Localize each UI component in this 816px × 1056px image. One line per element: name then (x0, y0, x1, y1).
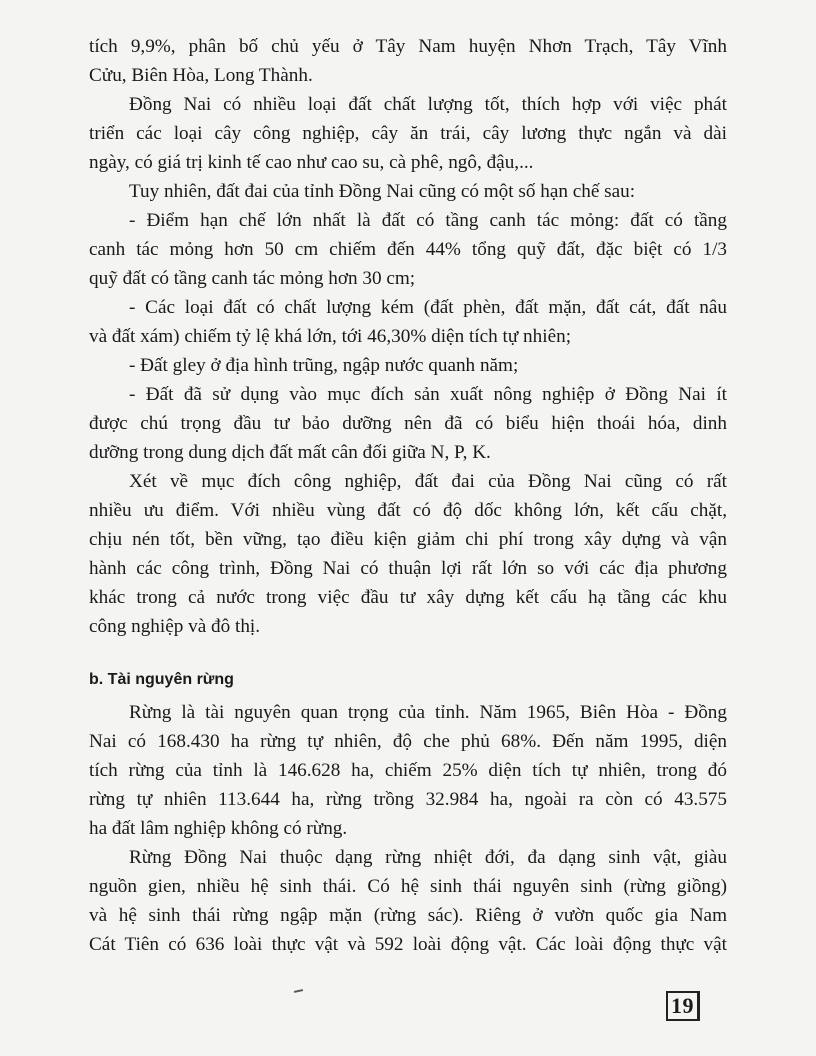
text-line: Nai có 168.430 ha rừng tự nhiên, độ che phủ 68%. Đến năm 1995, diện (89, 731, 727, 752)
text-line: quỹ đất có tầng canh tác mỏng hơn 30 cm; (89, 268, 416, 289)
text-line: và đất xám) chiếm tỷ lệ khá lớn, tới 46,30% diện tích tự nhiên; (89, 326, 572, 347)
text-line: canh tác mỏng hơn 50 cm chiếm đến 44% tổng quỹ đất, đặc biệt có 1/3 (89, 239, 727, 260)
text-line: rừng tự nhiên 113.644 ha, rừng trồng 32.984 ha, ngoài ra còn có 43.575 (89, 789, 727, 810)
text-line: hành các công trình, Đồng Nai có thuận lợi rất lớn so với các địa phương (89, 558, 727, 579)
section-heading: b. Tài nguyên rừng (89, 671, 234, 688)
text-line: Xét về mục đích công nghiệp, đất đai của Đồng Nai cũng có rất (129, 471, 727, 492)
text-line: - Các loại đất có chất lượng kém (đất phèn, đất mặn, đất cát, đất nâu (129, 297, 727, 318)
text-line: - Đất đã sử dụng vào mục đích sản xuất nông nghiệp ở Đồng Nai ít (129, 384, 727, 405)
text-line: tích 9,9%, phân bố chủ yếu ở Tây Nam huyện Nhơn Trạch, Tây Vĩnh (89, 36, 727, 57)
paragraph-gap (89, 641, 727, 658)
page-number: 19 (666, 991, 700, 1021)
text-line: Rừng Đồng Nai thuộc dạng rừng nhiệt đới, đa dạng sinh vật, giàu (129, 847, 727, 868)
text-line: Rừng là tài nguyên quan trọng của tỉnh. Năm 1965, Biên Hòa - Đồng (129, 702, 727, 723)
scan-mark (294, 989, 303, 993)
body-text (89, 32, 727, 959)
text-line: chịu nén tốt, bền vững, tạo điều kiện giảm chi phí trong xây dựng và vận (89, 529, 727, 550)
text-line: - Đất gley ở địa hình trũng, ngập nước quanh năm; (129, 355, 519, 376)
text-line: và hệ sinh thái rừng ngập mặn (rừng sác). Riêng ở vườn quốc gia Nam (89, 905, 727, 926)
text-line: Tuy nhiên, đất đai của tỉnh Đồng Nai cũng có một số hạn chế sau: (129, 181, 636, 202)
text-line: Đồng Nai có nhiều loại đất chất lượng tốt, thích hợp với việc phát (129, 94, 727, 115)
text-line: ha đất lâm nghiệp không có rừng. (89, 818, 348, 839)
text-line: Cát Tiên có 636 loài thực vật và 592 loài động vật. Các loài động thực vật (89, 934, 727, 955)
text-line: nguồn gien, nhiều hệ sinh thái. Có hệ sinh thái nguyên sinh (rừng giồng) (89, 876, 727, 897)
text-line: tích rừng của tỉnh là 146.628 ha, chiếm 25% diện tích tự nhiên, trong đó (89, 760, 727, 781)
text-line: được chú trọng đầu tư bảo dưỡng nên đã có biểu hiện thoái hóa, dinh (89, 413, 727, 434)
text-line: công nghiệp và đô thị. (89, 616, 261, 637)
text-line: - Điểm hạn chế lớn nhất là đất có tầng canh tác mỏng: đất có tầng (129, 210, 727, 231)
text-line: Cửu, Biên Hòa, Long Thành. (89, 65, 313, 86)
text-line: nhiều ưu điểm. Với nhiều vùng đất có độ dốc không lớn, kết cấu chặt, (89, 500, 727, 521)
text-line: triển các loại cây công nghiệp, cây ăn trái, cây lương thực ngắn và dài (89, 123, 727, 144)
text-line: ngày, có giá trị kinh tế cao như cao su, cà phê, ngô, đậu,... (89, 152, 534, 173)
text-line: khác trong cả nước trong việc đầu tư xây dựng kết cấu hạ tầng các khu (89, 587, 727, 608)
text-line: dưỡng trong dung dịch đất mất cân đối giữa N, P, K. (89, 442, 491, 463)
